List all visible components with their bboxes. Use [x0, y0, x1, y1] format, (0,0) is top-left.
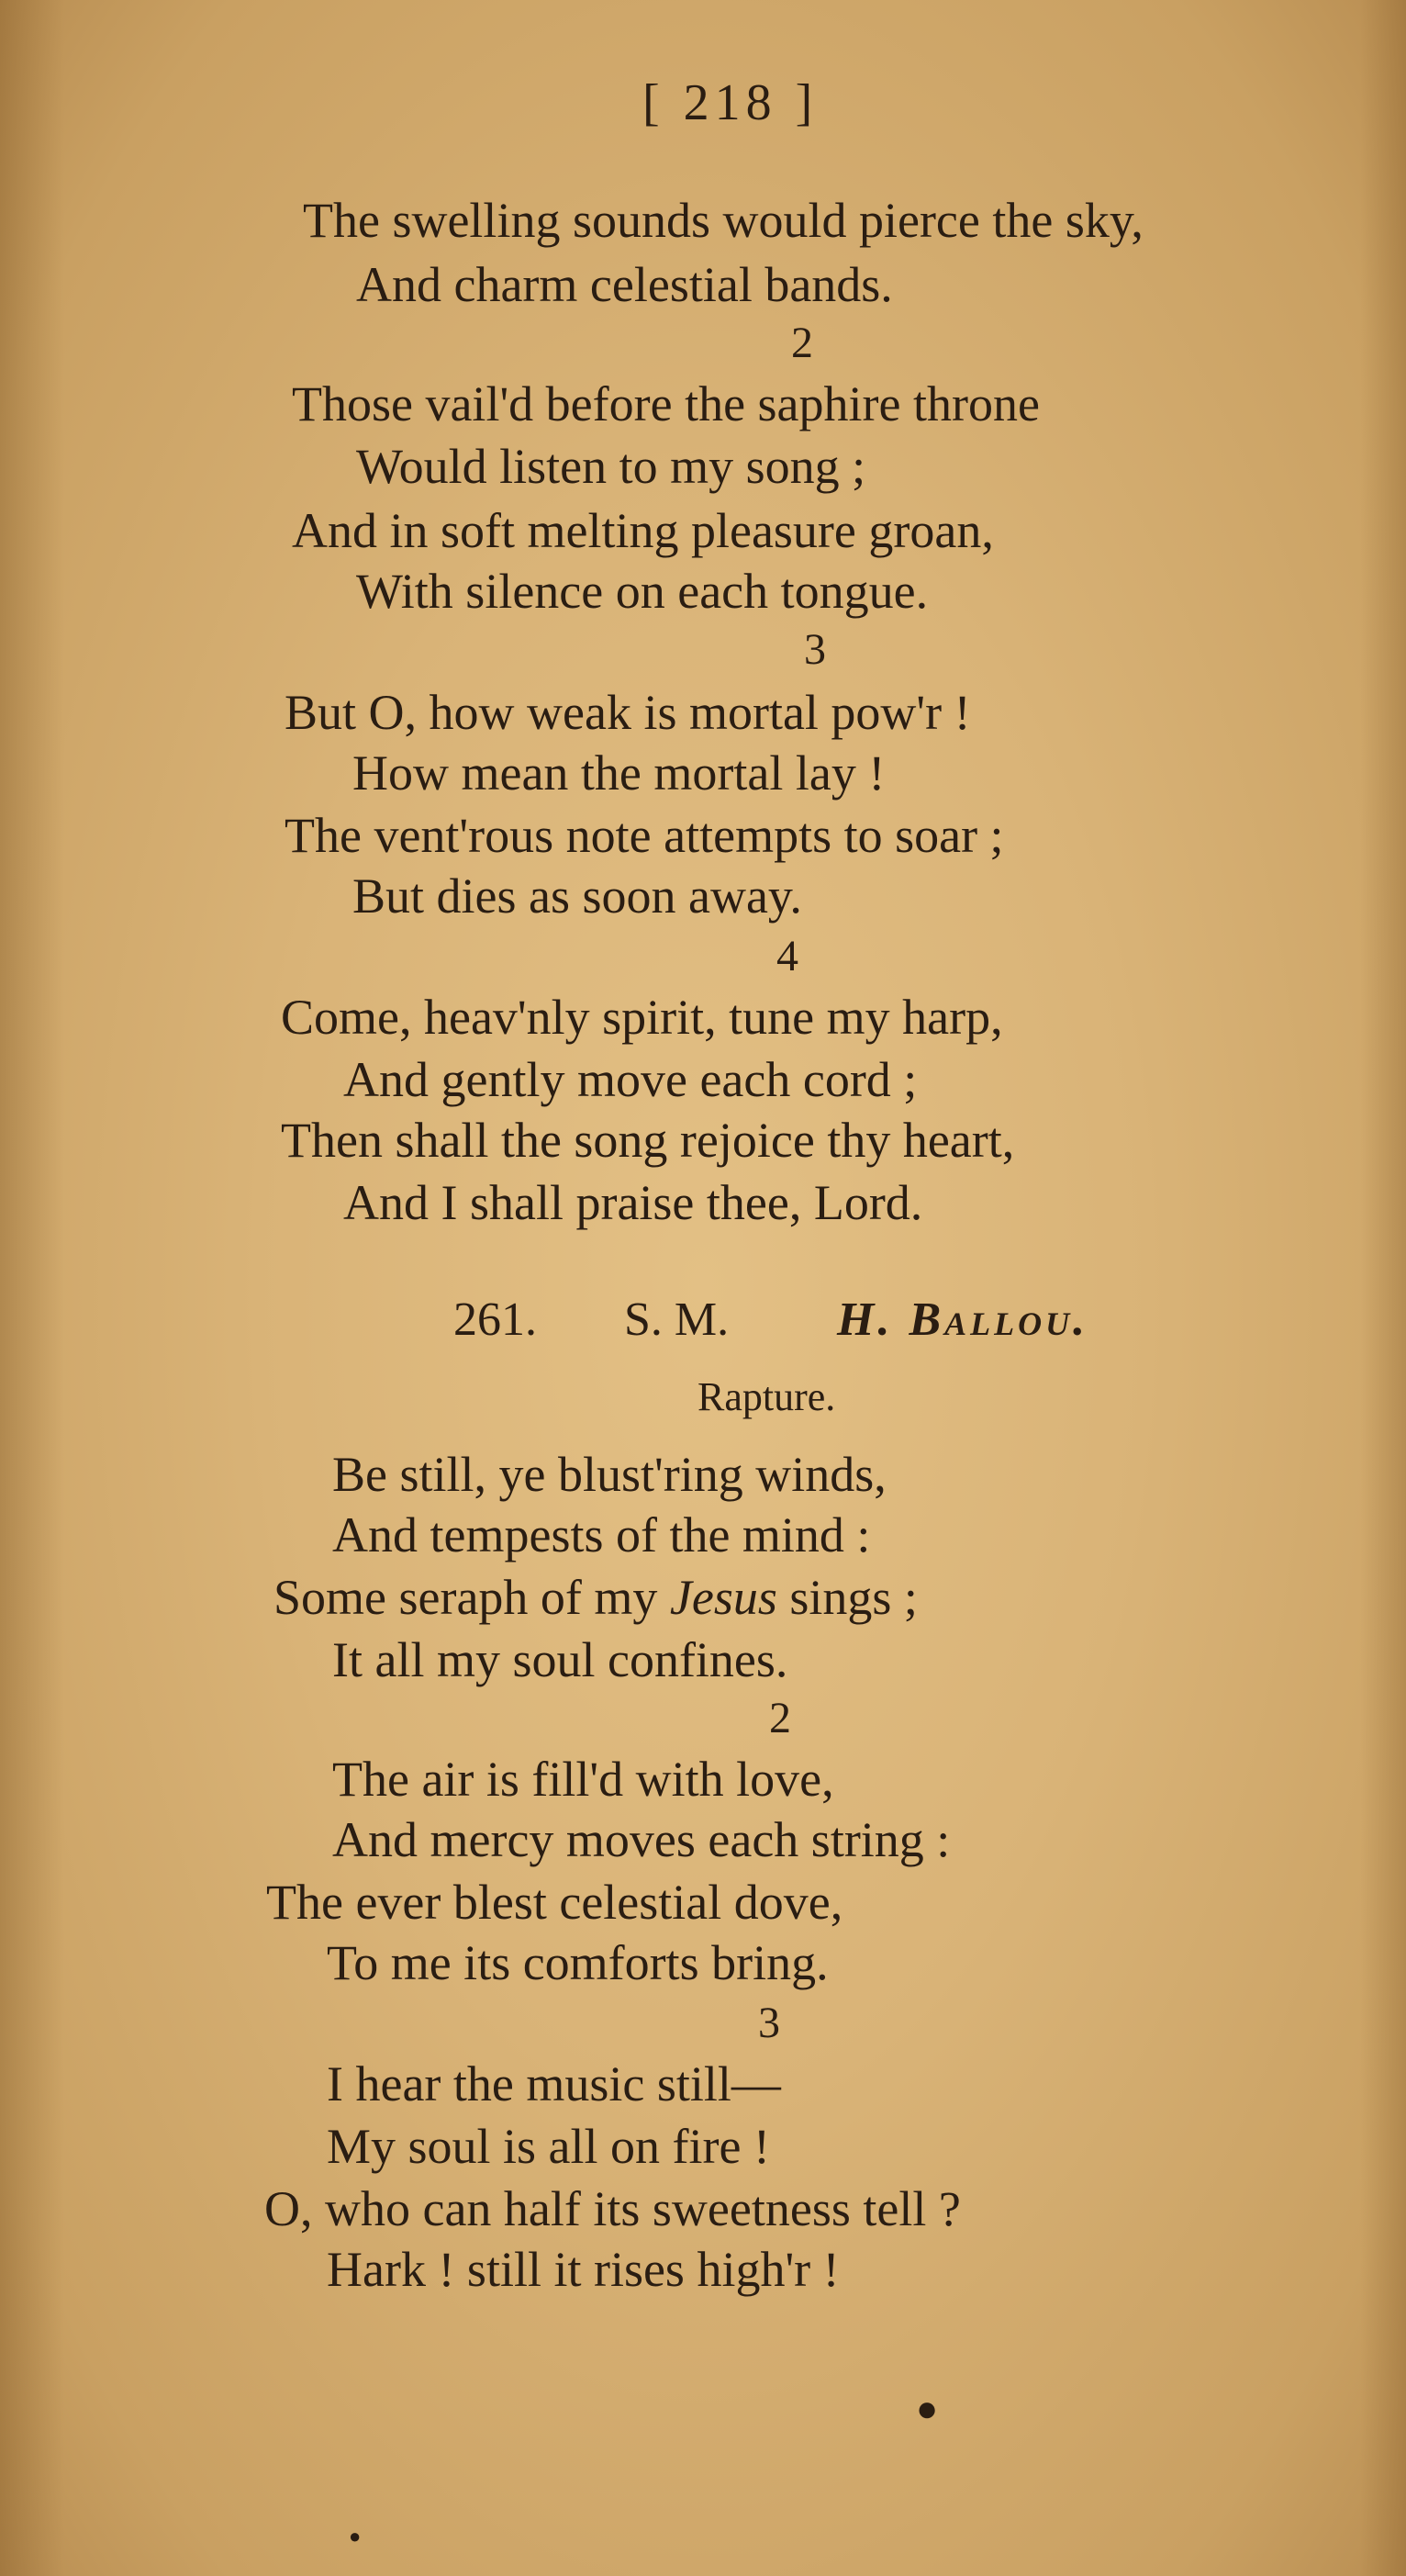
hymn260-verse2-line1: Those vail'd before the saphire throne — [292, 376, 1040, 431]
hymn260-verse2-line4: With silence on each tongue. — [356, 564, 929, 619]
page-edge-left — [0, 0, 64, 2576]
hymn260-verse4-line4: And I shall praise thee, Lord. — [343, 1175, 923, 1230]
hymn261-verse1-line3-end: sings ; — [776, 1570, 918, 1625]
hymn261-verse1-line1: Be still, ye blust'ring winds, — [332, 1447, 887, 1502]
ink-mark-dot: ● — [349, 2525, 362, 2548]
hymn261-verse2-line2: And mercy moves each string : — [332, 1812, 951, 1867]
hymn261-verse3-line3: O, who can half its sweetness tell ? — [264, 2181, 961, 2236]
hymn261-verse1-line3-italic: Jesus — [669, 1570, 777, 1625]
hymn261-number: 261. — [453, 1294, 537, 1346]
hymn261-verse2-line3: The ever blest celestial dove, — [266, 1875, 843, 1930]
hymn261-verse3-line4: Hark ! still it rises high'r ! — [327, 2242, 840, 2297]
hymn261-verse2-number: 2 — [769, 1694, 791, 1742]
hymn260-verse3-line2: How mean the mortal lay ! — [352, 745, 886, 801]
hymn260-verse4-line2: And gently move each cord ; — [343, 1052, 918, 1107]
hymn261-verse1-line2: And tempests of the mind : — [332, 1507, 871, 1562]
page-edge-right — [1360, 0, 1406, 2576]
hymn260-verse4-line3: Then shall the song rejoice thy heart, — [281, 1113, 1015, 1168]
ink-mark-bullet: ● — [916, 2388, 939, 2429]
hymn260-verse3-line4: But dies as soon away. — [352, 868, 802, 924]
hymn261-verse3-line2: My soul is all on fire ! — [327, 2119, 770, 2174]
hymn260-verse4-line1: Come, heav'nly spirit, tune my harp, — [281, 990, 1003, 1045]
hymn260-verse2-line2: Would listen to my song ; — [356, 439, 866, 494]
hymn261-author: H. Ballou. — [837, 1294, 1089, 1346]
hymn261-verse2-line1: The air is fill'd with love, — [332, 1752, 834, 1807]
hymn261-verse2-line4: To me its comforts bring. — [327, 1935, 829, 1990]
hymn260-verse3-number: 3 — [804, 625, 826, 674]
hymn260-verse3-line3: The vent'rous note attempts to soar ; — [285, 808, 1004, 863]
hymn260-verse3-line1: But O, how weak is mortal pow'r ! — [285, 685, 971, 740]
hymn261-verse3-number: 3 — [758, 1999, 780, 2047]
hymn260-verse2-number: 2 — [791, 319, 813, 367]
hymn260-verse1-line3: The swelling sounds would pierce the sky, — [303, 193, 1144, 248]
page-number-header: [ 218 ] — [642, 74, 819, 131]
hymn261-verse1-line4: It all my soul confines. — [332, 1632, 788, 1687]
hymn261-verse1-line3-start: Some seraph of my — [273, 1570, 670, 1625]
hymn261-title: Rapture. — [697, 1374, 836, 1419]
hymn260-verse4-number: 4 — [776, 932, 798, 980]
hymn260-verse2-line3: And in soft melting pleasure groan, — [292, 503, 994, 558]
hymn261-verse1-line3 — [273, 1568, 918, 1627]
hymn261-meter: S. M. — [624, 1294, 730, 1346]
hymn260-verse1-line4: And charm celestial bands. — [356, 257, 893, 312]
hymn261-verse3-line1: I hear the music still— — [327, 2056, 781, 2111]
